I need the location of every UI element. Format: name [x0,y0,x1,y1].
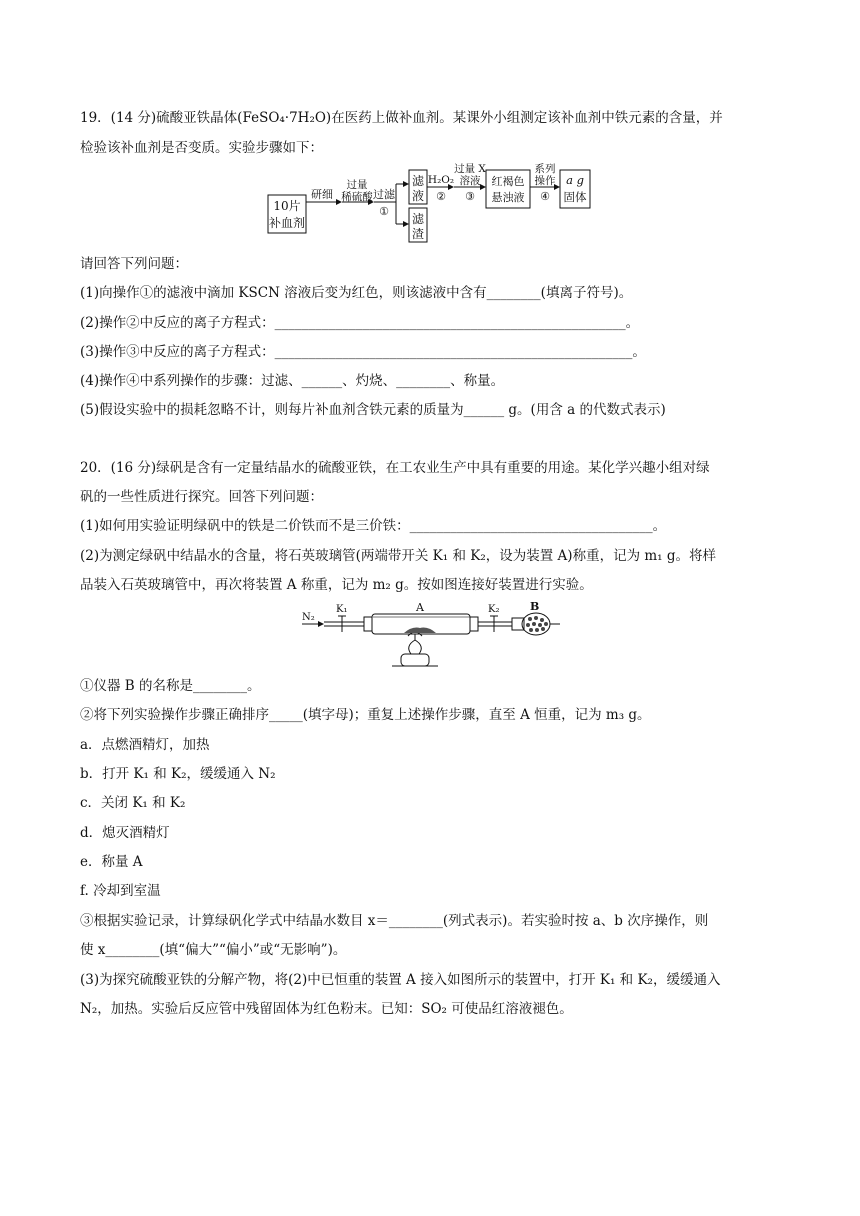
q19-line2: 检验该补血剂是否变质。实验步骤如下： [80,140,323,156]
apparatus-n2: N₂ [302,612,315,623]
q19-item-4: (4)操作④中系列操作的步骤：过滤、______、灼烧、________、称量。 [80,373,505,389]
flow-filtrate-1: 滤 [411,174,425,188]
q20-option-d: d．熄灭酒精灯 [80,825,170,841]
q20-p2a: (2)为测定绿矾中结晶水的含量，将石英玻璃管(两端带开关 K₁ 和 K₂，设为装置 A)称重，记为 m₁ g。将样 [80,548,717,564]
flow-series-top: 系列 [534,163,556,175]
q20-option-b: b．打开 K₁ 和 K₂，缓缓通入 N₂ [80,766,276,782]
q20-s2: ②将下列实验操作步骤正确排序_____(填字母)；重复上述操作步骤，直至 A 恒重，记为 m₃ g。 [80,707,651,723]
q20-s3a: ③根据实验记录，计算绿矾化学式中结晶水数目 x＝________(列式表示)。若实验时按 a、b 次序操作，则 [80,913,709,929]
q20-line2: 矾的一些性质进行探究。回答下列问题： [80,489,323,505]
q19-item-1: (1)向操作①的滤液中滴加 KSCN 溶液后变为红色，则该滤液中含有________(填离子符号)。 [80,285,633,301]
q20-option-f: f. 冷却到室温 [80,883,161,899]
flow-product-1: a g [566,173,584,187]
q20-p2b: 品装入石英玻璃管中，再次将装置 A 称重，记为 m₂ g。按如图连接好装置进行实验。 [80,577,593,593]
q19-line1: 19．(14 分)硫酸亚铁晶体(FeSO₄·7H₂O)在医药上做补血剂。某课外小组测定该补血剂中铁元素的含量，并 [80,110,723,126]
q20-option-c: c．关闭 K₁ 和 K₂ [80,795,186,811]
q20-s3b: 使 x________(填“偏大”“偏小”或“无影响”)。 [80,942,347,958]
flow-suspension-1: 红褐色 [491,175,525,188]
flow-start-1: 10片 [273,199,301,213]
flow-num2: ② [436,190,446,203]
flow-acid-bottom: 稀硫酸 [341,191,373,203]
flow-x-top: 过量 X [454,163,486,175]
apparatus-diagram [298,600,562,670]
flow-filter: 过滤 [373,188,395,201]
q20-p3b: N₂，加热。实验后反应管中残留固体为红色粉末。已知：SO₂ 可使品红溶液褪色。 [80,1001,573,1017]
q20-option-a: a．点燃酒精灯，加热 [80,737,210,753]
q19-item-2: (2)操作②中反应的离子方程式：____________________________________________________。 [80,315,640,331]
flow-x-mid: 溶液 [459,175,481,187]
flow-acid-top: 过量 [346,179,368,191]
flow-h2o2: H₂O₂ [427,174,455,186]
flow-start-2: 补血剂 [268,216,306,230]
flow-suspension-2: 悬浊液 [491,191,525,204]
q19-prompt: 请回答下列问题： [80,256,188,272]
flow-grind: 研细 [311,188,333,201]
flow-num4: ④ [540,190,550,203]
apparatus-a: A [416,601,424,614]
q19-item-3: (3)操作③中反应的离子方程式：_____________________________________________________。 [80,344,646,360]
flow-residue-1: 滤 [411,212,425,226]
flow-diagram [262,162,602,248]
flow-residue-2: 渣 [411,227,425,241]
q20-p1: (1)如何用实验证明绿矾中的铁是二价铁而不是三价铁：____________________________________。 [80,518,667,534]
apparatus-b: B [530,600,540,613]
flow-series-mid: 操作 [534,175,556,187]
q20-s1: ①仪器 B 的名称是________。 [80,678,261,694]
flow-num3: ③ [465,190,475,203]
q19-item-5: (5)假设实验中的损耗忽略不计，则每片补血剂含铁元素的质量为______ g。(用含 a 的代数式表示) [80,402,666,418]
flow-num1: ① [379,205,389,218]
flow-product-2: 固体 [563,190,587,204]
apparatus-k1: K₁ [336,604,348,615]
q20-option-e: e．称量 A [80,854,143,870]
q20-p3a: (3)为探究硫酸亚铁的分解产物，将(2)中已恒重的装置 A 接入如图所示的装置中，打开 K₁ 和 K₂，缓缓通入 [80,972,721,988]
q20-line1: 20．(16 分)绿矾是含有一定量结晶水的硫酸亚铁，在工农业生产中具有重要的用途。某化学兴趣小组对绿 [80,460,710,476]
flow-filtrate-2: 液 [411,189,425,203]
apparatus-k2: K₂ [488,604,500,615]
